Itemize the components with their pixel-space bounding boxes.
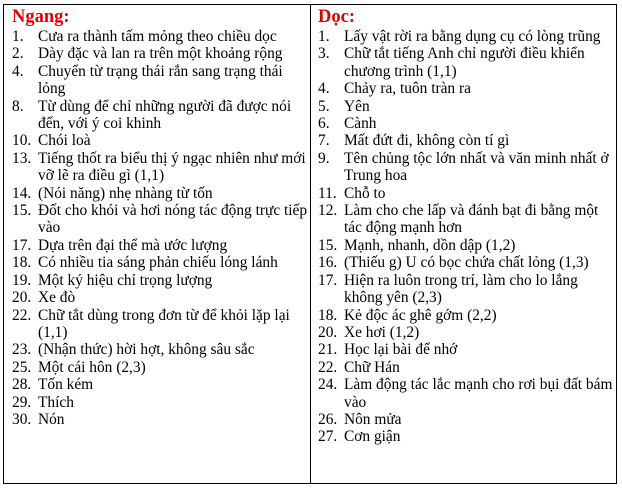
clue-text: Chảy ra, tuôn tràn ra [344,80,471,98]
clue-number: 1. [12,28,24,45]
down-clue [318,202,616,237]
clue-number: 20. [12,289,32,307]
down-column [311,5,616,483]
crossword-clues-table [3,4,617,484]
clue-number: 28. [12,376,32,394]
clue-number: 26. [318,410,338,428]
down-clue [318,80,616,97]
clue-text: Xe hơi (1,2) [344,323,420,341]
clue-number: 12. [318,202,338,220]
clue-text: Chói loà [38,132,91,150]
clue-text: Chữ tắt tiếng Anh chỉ người điều khiển chương trình (1,1) [344,45,585,80]
clue-number: 5. [318,97,330,115]
down-heading: Dọc: [318,7,355,27]
down-clue [318,428,616,445]
clue-number: 17. [12,236,32,254]
clue-text: Một ký hiệu chỉ trọng lượng [38,271,213,289]
down-clue [318,45,616,80]
clue-number: 20. [318,323,338,341]
clue-text: Học lại bài để nhớ [344,341,458,359]
clue-number: 23. [12,341,32,359]
across-clue [12,307,310,342]
clue-number: 3. [318,45,330,63]
clue-number: 15. [12,202,32,220]
clue-text: Đốt cho khói và hơi nóng tác động trực tiếp vào [38,202,308,237]
across-clue [12,98,310,133]
clue-number: 2. [12,45,24,63]
clue-number: 24. [318,376,338,394]
across-clue [12,150,310,185]
clue-number: 27. [318,428,338,446]
across-clue [12,28,310,45]
across-clue [12,202,310,237]
clue-text: Có nhiều tia sáng phản chiếu lóng lánh [38,254,278,272]
down-clue [318,150,616,185]
down-clue-list [318,28,616,446]
clue-number: 11. [318,184,337,202]
clue-number: 13. [12,149,32,167]
across-clue [12,237,310,254]
across-clue [12,254,310,271]
clue-text: Xe đò [38,289,76,307]
across-clue [12,132,310,149]
across-clue [12,411,310,428]
down-clue [318,272,616,307]
clue-text: Kẻ độc ác ghê gớm (2,2) [344,306,497,324]
across-clue-list [12,28,310,428]
clue-number: 10. [12,132,32,150]
clue-text: Nón [38,410,65,428]
clue-text: Tốn kém [38,376,94,394]
across-clue [12,289,310,306]
across-clue [12,359,310,376]
clue-text: Cành [344,115,377,133]
down-clue [318,237,616,254]
down-clue [318,98,616,115]
clue-number: 15. [318,236,338,254]
clue-number: 4. [318,80,330,98]
clue-number: 22. [12,306,32,324]
clue-text: Lấy vật rời ra bằng dụng cụ có lòng trũng [344,28,601,45]
clue-number: 22. [318,358,338,376]
clue-text: Chuyển từ trạng thái rắn sang trạng thái lỏng [38,62,283,98]
down-clue [318,28,616,45]
clue-text: Hiện ra luôn trong trí, làm cho lo lắng không yên (2,3) [344,271,578,307]
down-clue [318,324,616,341]
clue-number: 29. [12,393,32,411]
clue-text: Cơn giận [344,428,401,446]
down-clue [318,132,616,149]
clue-text: Thích [38,393,74,411]
clue-text: Yên [344,97,370,115]
clue-text: Nôn mửa [344,410,402,428]
clue-text: (Nhận thức) hời hợt, không sâu sắc [38,341,255,359]
clue-text: Dựa trên đại thể mà ước lượng [38,236,228,254]
clue-number: 21. [318,341,338,359]
clue-number: 25. [12,358,32,376]
across-clue [12,63,310,98]
across-clue [12,45,310,62]
clue-number: 30. [12,410,32,428]
down-clue [318,307,616,324]
clue-number: 7. [318,132,330,150]
clue-number: 16. [318,254,338,272]
clue-text: Làm cho che lấp và đánh bạt đi bằng một tác động mạnh hơn [344,202,599,237]
clue-number: 8. [12,97,24,115]
clue-text: Từ dùng để chỉ những người đã được nói đến, với ý coi khinh [38,97,292,133]
across-clue [12,376,310,393]
clue-text: Cưa ra thành tấm mỏng theo chiều dọc [38,28,277,45]
clue-text: Chữ tắt dùng trong đơn từ để khỏi lặp lại (1,1) [38,306,290,341]
clue-number: 4. [12,62,24,80]
clue-number: 18. [12,254,32,272]
clue-number: 9. [318,149,330,167]
down-clue [318,115,616,132]
clue-text: (Nói năng) nhẹ nhàng từ tốn [38,184,213,202]
clue-text: Mạnh, nhanh, dồn dập (1,2) [344,236,516,254]
down-clue [318,359,616,376]
clue-number: 6. [318,115,330,133]
clue-text: Tên chủng tộc lớn nhất và văn minh nhất ở Trung hoa [344,149,609,185]
down-clue [318,185,616,202]
clue-text: Dày đặc và lan ra trên một khoảng rộng [38,45,283,63]
clue-number: 1. [318,28,330,45]
across-clue [12,341,310,358]
clue-text: Chữ Hán [344,358,400,376]
clue-number: 18. [318,306,338,324]
across-clue [12,394,310,411]
down-clue [318,411,616,428]
clue-text: Mất đứt đi, không còn tí gì [344,132,510,150]
across-clue [12,272,310,289]
clue-number: 17. [318,271,338,289]
clue-text: (Thiếu g) U có bọc chứa chất lỏng (1,3) [344,254,589,272]
clue-number: 14. [12,184,32,202]
clue-text: Làm động tác lắc mạnh cho rơi bụi đất bám vào [344,376,613,411]
down-clue [318,341,616,358]
clue-number: 19. [12,271,32,289]
clue-text: Một cái hôn (2,3) [38,358,146,376]
down-clue [318,376,616,411]
across-clue [12,185,310,202]
across-heading: Ngang: [12,7,70,27]
across-column [4,5,311,483]
down-clue [318,254,616,271]
clue-text: Tiếng thốt ra biểu thị ý ngạc nhiên như mới vỡ lẽ ra điều gì (1,1) [38,149,306,185]
clue-text: Chỗ to [344,184,386,202]
